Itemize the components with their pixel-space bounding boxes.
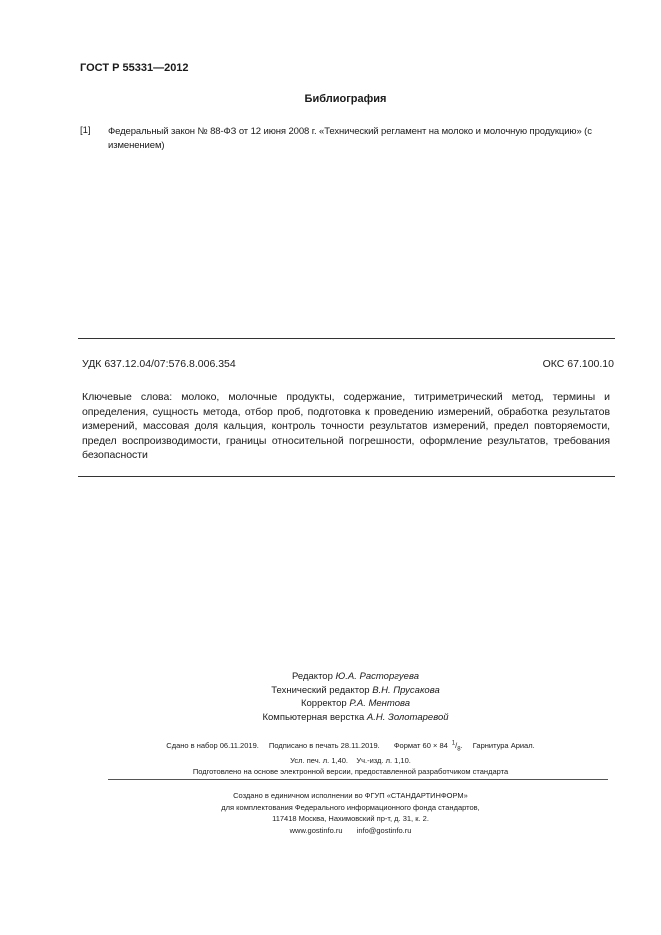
imprint-font: Гарнитура Ариал. [472, 740, 535, 750]
imprint-block [0, 738, 661, 777]
imprint-pub-sheets: Уч.-изд. л. 1,10. [356, 756, 411, 765]
oks-code: ОКС 67.100.10 [542, 358, 614, 370]
publisher-footer [0, 790, 661, 836]
divider-middle [78, 476, 615, 477]
divider-top [78, 338, 615, 339]
keywords-text: Ключевые слова: молоко, молочные продукты, содержание, титриметрический метод, термины и определения, сущность метода, отбор проб, подготовка к проведению измерений, обработка результатов измерений, массовая доля кальция, контроль точности результатов измерений, предел повторяемости, предел воспроизводимости, границы относительной погрешности, оформление результатов, требования безопасности [82, 391, 610, 462]
reference-number: [1] [80, 125, 91, 136]
credits-block [0, 670, 661, 724]
credit-line: Корректор Р.А. Ментова [300, 698, 411, 709]
bibliography-title: Библиография [304, 93, 387, 105]
imprint-row-dates [40, 738, 661, 755]
imprint-prepared: Подготовлено на основе электронной версии, предоставленной разработчиком стандарта [192, 767, 509, 776]
credit-line: Редактор Ю.А. Расторгуева [291, 671, 419, 682]
email-link[interactable]: info@gostinfo.ru [356, 825, 412, 835]
imprint-format: Формат 60 × 84 $^1/_8$. [393, 740, 463, 752]
udk-code: УДК 637.12.04/07:576.8.006.354 [82, 358, 236, 370]
imprint-row-sheets [40, 755, 661, 766]
imprint-sent: Сдано в набор 06.11.2019. [166, 740, 259, 750]
website-link[interactable]: www.gostinfo.ru [289, 825, 343, 835]
footer-links [40, 825, 661, 837]
standard-number: ГОСТ Р 55331—2012 [80, 62, 189, 74]
footer-line: для комплектования Федерального информационного фонда стандартов, [221, 802, 480, 812]
imprint-print-sheets: Усл. печ. л. 1,40. [290, 756, 348, 765]
credit-line: Компьютерная верстка А.Н. Золотаревой [262, 711, 449, 723]
imprint-signed: Подписано в печать 28.11.2019. [268, 740, 380, 750]
footer-line: Создано в единичном исполнении во ФГУП «СТАНДАРТИНФОРМ» [233, 791, 468, 800]
divider-bottom [108, 779, 608, 780]
footer-line: 117418 Москва, Нахимовский пр-т, д. 31, к. 2. [272, 814, 429, 823]
credit-line: Технический редактор В.Н. Прусакова [271, 684, 440, 696]
reference-text: Федеральный закон № 88-ФЗ от 12 июня 2008 г. «Технический регламент на молоко и молочную продукцию» (с изменением) [108, 126, 592, 151]
